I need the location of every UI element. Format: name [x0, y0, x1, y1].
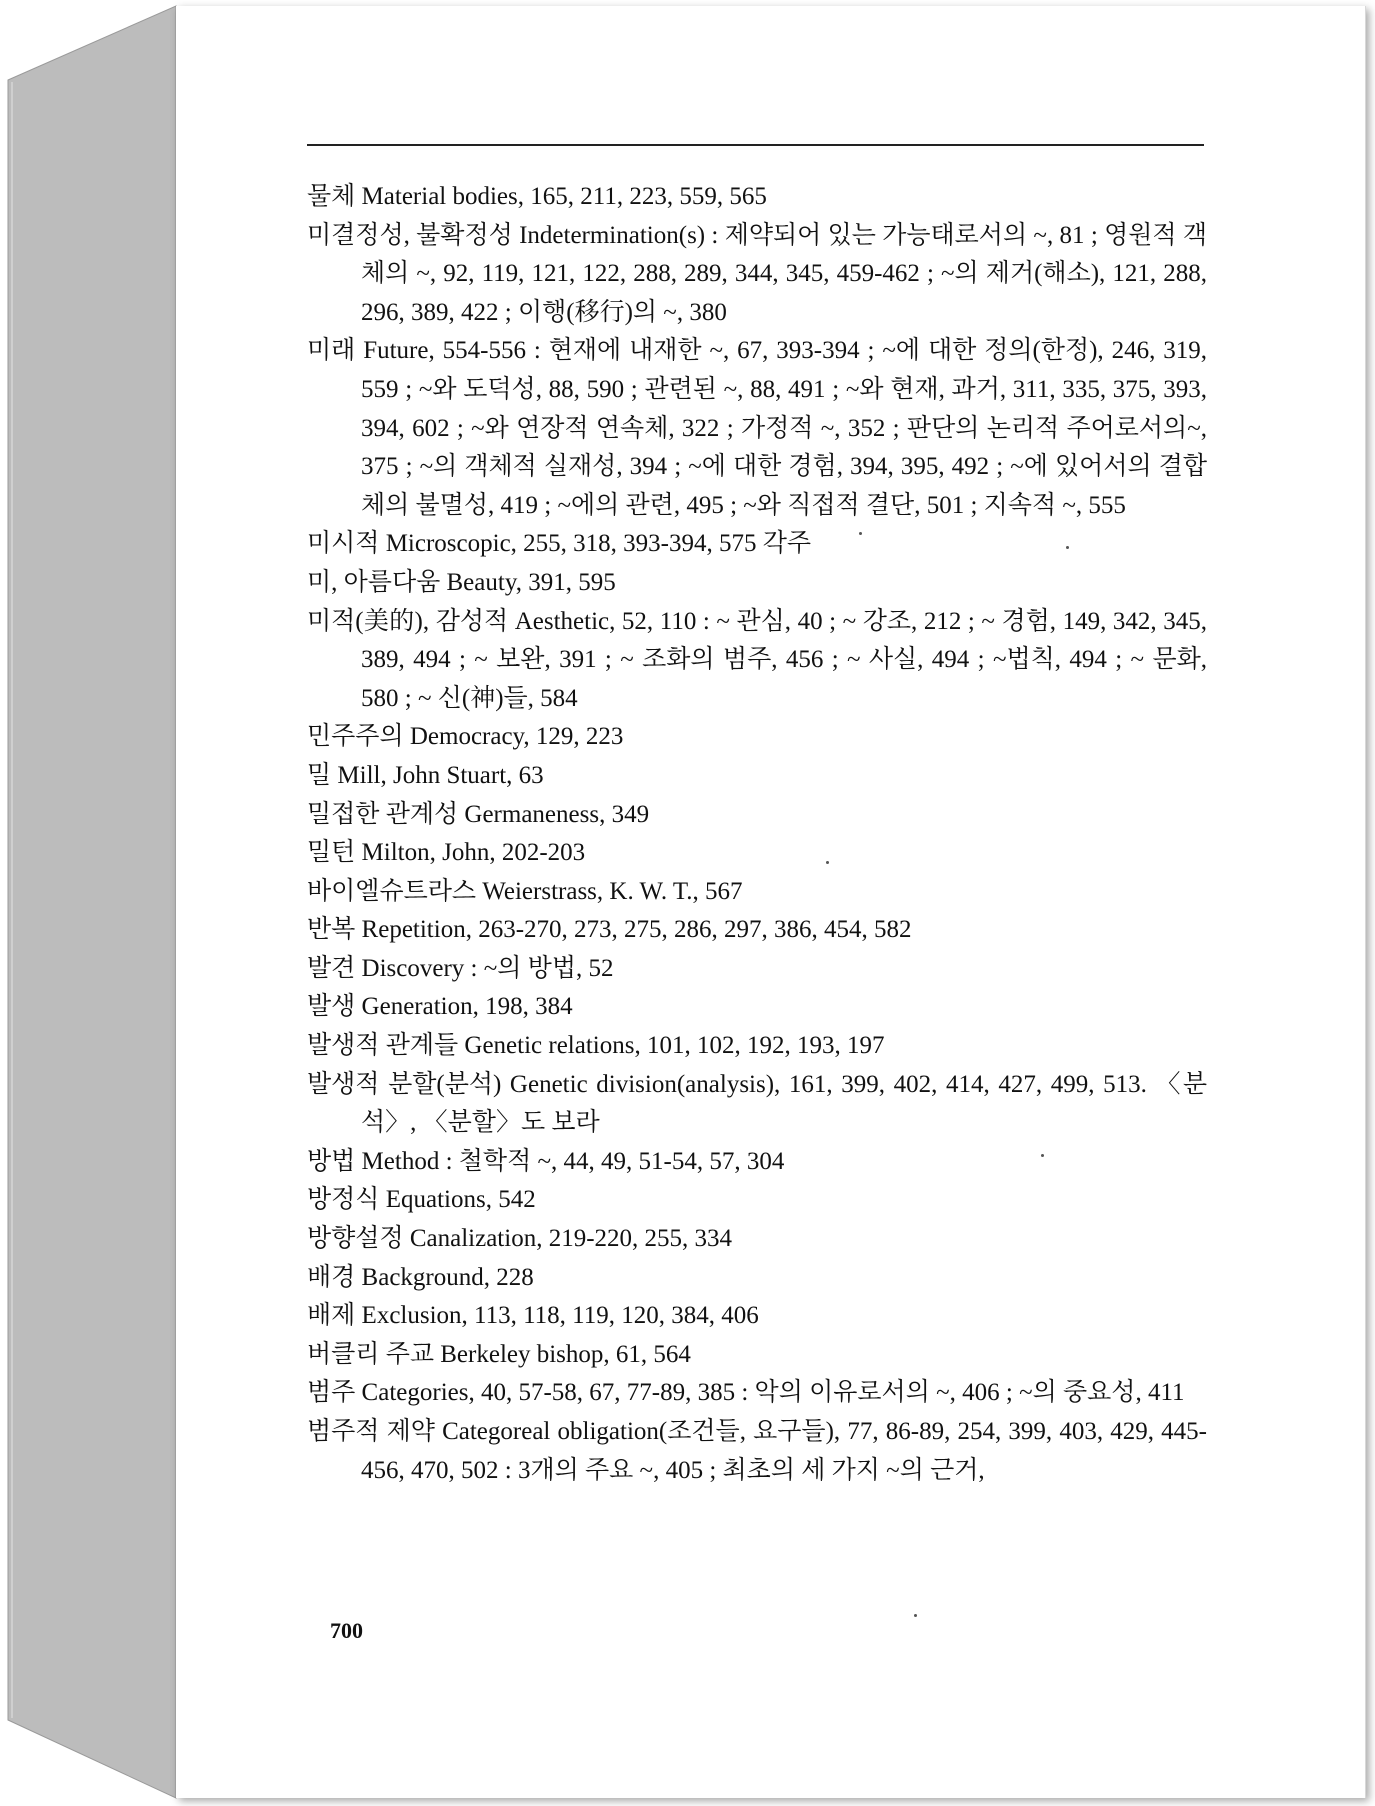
header-rule [307, 144, 1204, 146]
index-entry: 발생 Generation, 198, 384 [307, 993, 573, 1021]
index-entry: 바이엘슈트라스 Weierstrass, K. W. T., 567 [307, 877, 743, 905]
index-entry: 발생적 분할(분석) Genetic division(analysis), 161, 399, 402, 414, 427, 499, 513. 〈분석〉, 〈분할〉도 보라 [307, 1070, 1207, 1137]
paper-speck [826, 861, 829, 864]
paper-speck [914, 1614, 917, 1617]
paper-speck [859, 532, 862, 535]
index-entry: 밀턴 Milton, John, 202-203 [307, 839, 586, 867]
index-entry: 밀 Mill, John Stuart, 63 [307, 761, 544, 789]
index-entry: 발견 Discovery : ~의 방법, 52 [307, 954, 614, 982]
paper-speck [1066, 546, 1069, 549]
index-entry: 미결정성, 불확정성 Indetermination(s) : 제약되어 있는 가능태로서의 ~, 81 ; 영원적 객체의 ~, 92, 119, 121, 122, 288, 289, 344, 345, 459-462 ; ~의 제거(해소), 121, 288, 296, 389, 422 ; 이행(移行)의 ~, 380 [307, 221, 1207, 326]
book-page [176, 6, 1366, 1798]
index-entry: 범주 Categories, 40, 57-58, 67, 77-89, 385 : 악의 이유로서의 ~, 406 ; ~의 중요성, 411 [307, 1379, 1185, 1407]
index-entry: 민주주의 Democracy, 129, 223 [307, 723, 624, 751]
index-entry: 미래 Future, 554-556 : 현재에 내재한 ~, 67, 393-394 ; ~에 대한 정의(한정), 246, 319, 559 ; ~와 도덕성, 88, 590 ; 관련된 ~, 88, 491 ; ~와 현재, 과거, 311, 335, 375, 393, 394, 602 ; ~와 연장적 연속체, 322 ; 가정적 ~, 352 ; 판단의 논리적 주어로서의~, 375 ; ~의 객체적 실재성, 394 ; ~에 대한 경험, 394, 395, 492 ; ~에 있어서의 결합체의 불멸성, 419 ; ~에의 관련, 495 ; ~와 직접적 결단, 501 ; 지속적 ~, 555 [307, 337, 1207, 519]
index-entry: 미적(美的), 감성적 Aesthetic, 52, 110 : ~ 관심, 40 ; ~ 강조, 212 ; ~ 경험, 149, 342, 345, 389, 494 ; ~ 보완, 391 ; ~ 조화의 범주, 456 ; ~ 사실, 494 ; ~법칙, 494 ; ~ 문화, 580 ; ~ 신(神)들, 584 [307, 607, 1207, 712]
index-entry: 미시적 Microscopic, 255, 318, 393-394, 575 각주 [307, 530, 812, 558]
index-entry: 반복 Repetition, 263-270, 273, 275, 286, 297, 386, 454, 582 [307, 916, 912, 944]
index-list [307, 178, 1207, 1490]
book-side-edge [0, 0, 180, 1806]
index-entry: 미, 아름다움 Beauty, 391, 595 [307, 568, 616, 596]
index-entry: 배제 Exclusion, 113, 118, 119, 120, 384, 406 [307, 1302, 759, 1330]
page-number: 700 [330, 1618, 363, 1643]
index-entry: 버클리 주교 Berkeley bishop, 61, 564 [307, 1340, 691, 1368]
index-entry: 방향설정 Canalization, 219-220, 255, 334 [307, 1225, 733, 1253]
index-entry: 발생적 관계들 Genetic relations, 101, 102, 192, 193, 197 [307, 1032, 885, 1060]
index-entry: 물체 Material bodies, 165, 211, 223, 559, 565 [307, 183, 767, 210]
index-entry: 범주적 제약 Categoreal obligation(조건들, 요구들), 77, 86-89, 254, 399, 403, 429, 445-456, 470, 502 : 3개의 주요 ~, 405 ; 최초의 세 가지 ~의 근거, [307, 1418, 1207, 1484]
index-entry: 밀접한 관계성 Germaneness, 349 [307, 800, 650, 828]
index-entry: 방정식 Equations, 542 [307, 1186, 536, 1214]
paper-speck [1041, 1154, 1044, 1157]
index-entry: 배경 Background, 228 [307, 1263, 534, 1291]
index-entry: 방법 Method : 철학적 ~, 44, 49, 51-54, 57, 304 [307, 1147, 785, 1175]
